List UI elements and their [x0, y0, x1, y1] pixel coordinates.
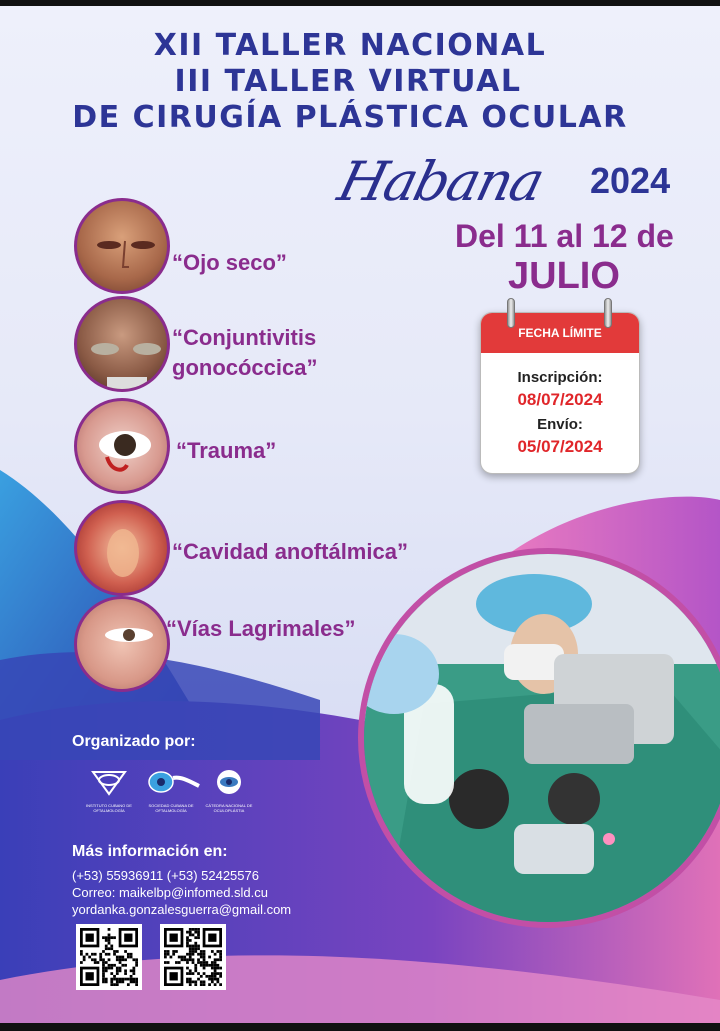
eye-logo-icon	[199, 768, 259, 796]
topic-photo-anophthalmic-cavity	[74, 500, 170, 596]
deadline-calendar	[480, 312, 640, 474]
eye-triangle-icon	[79, 768, 139, 796]
calendar-ring-right	[604, 298, 612, 328]
event-date-range: Del 11 al 12 de	[455, 218, 674, 254]
contact-email-2: yordanka.gonzalesguerra@gmail.com	[72, 902, 292, 917]
organizers-title: Organizado por:	[72, 733, 196, 750]
topic-photo-lacrimal	[74, 596, 170, 692]
deadline-header: FECHA LÍMITE	[481, 313, 639, 353]
organizer-logo-3	[198, 768, 260, 813]
title-line-2: III TALLER VIRTUAL	[174, 64, 522, 99]
registration-label: Inscripción:	[517, 369, 603, 386]
organizer-caption-2: SOCIEDAD CUBANA DE OFTALMOLOGÍA	[148, 803, 194, 813]
city-script: Habana	[332, 150, 549, 213]
contact-email-1: Correo: maikelbp@infomed.sld.cu	[72, 885, 269, 900]
topic-label-anophthalmic-cavity: “Cavidad anoftálmica”	[172, 539, 408, 564]
title-line-1: XII TALLER NACIONAL	[153, 28, 547, 63]
topic-photo-conjunctivitis	[74, 296, 170, 392]
top-border	[0, 0, 720, 6]
submission-date: 05/07/2024	[517, 437, 603, 456]
qr-code-2[interactable]	[160, 924, 226, 990]
submission-label: Envío:	[537, 416, 583, 433]
bottom-border	[0, 1023, 720, 1031]
topic-photo-dry-eye	[74, 198, 170, 294]
registration-date: 08/07/2024	[517, 390, 603, 409]
cuba-map-eye-icon	[141, 768, 201, 796]
contact-title: Más información en:	[72, 843, 228, 860]
title-line-3: DE CIRUGÍA PLÁSTICA OCULAR	[72, 100, 628, 135]
surgery-photo	[358, 548, 720, 928]
calendar-ring-left	[507, 298, 515, 328]
topic-label-dry-eye: “Ojo seco”	[172, 250, 287, 275]
event-month: JULIO	[508, 255, 620, 297]
topic-photo-trauma	[74, 398, 170, 494]
topic-label-conjunctivitis: “Conjuntivitis gonocóccica”	[172, 325, 318, 380]
event-year: 2024	[590, 160, 671, 201]
organizer-caption-1: INSTITUTO CUBANO DE OFTALMOLOGÍA	[86, 803, 132, 813]
qr-code-1[interactable]	[76, 924, 142, 990]
topic-label-trauma: “Trauma”	[176, 438, 277, 463]
organizer-logo-1	[78, 768, 140, 813]
topic-label-lacrimal: “Vías Lagrimales”	[166, 616, 356, 641]
organizer-logo-2	[140, 768, 202, 813]
organizer-caption-3: CÁTEDRA NACIONAL DE OCULOPLÁSTIA	[205, 803, 253, 813]
contact-phones: (+53) 55936911 (+53) 52425576	[72, 868, 259, 883]
